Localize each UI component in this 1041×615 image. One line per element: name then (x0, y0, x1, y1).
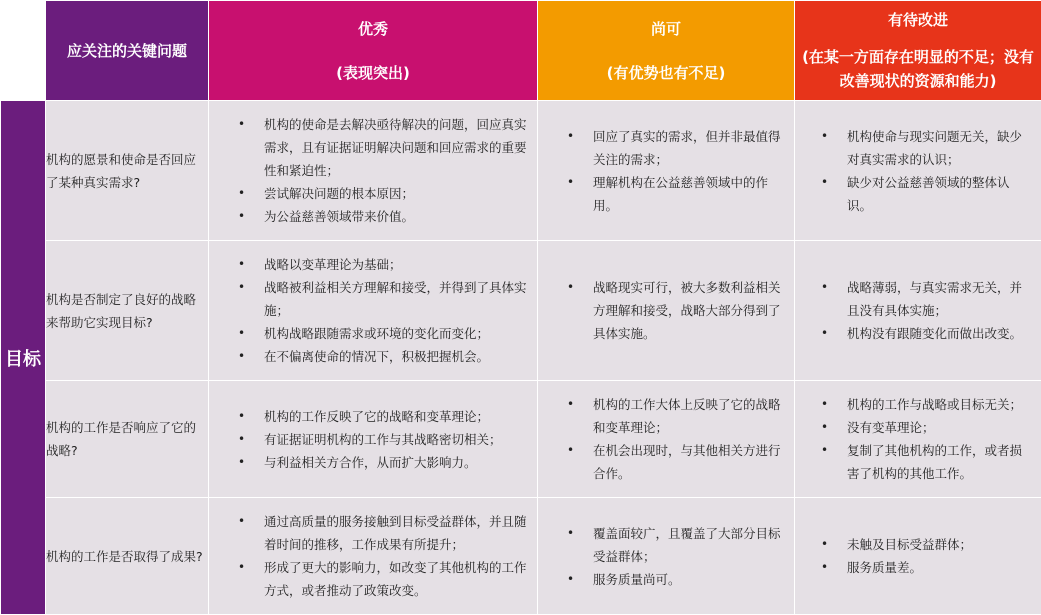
list-item: • 形成了更大的影响力，如改变了其他机构的工作方式，或者推动了政策改变。 (209, 556, 529, 602)
improve-title: 有待改进 (795, 9, 1041, 31)
table-row (1, 101, 1041, 241)
list-item: • 机构的工作反映了它的战略和变革理论； (209, 405, 529, 428)
acceptable-cell (538, 381, 795, 498)
acceptable-cell (538, 498, 795, 615)
list-item: • 机构战略跟随需求或环境的变化而变化； (209, 322, 529, 345)
header-blank-cell (1, 1, 46, 101)
list-item: • 机构的工作与战略或目标无关； (795, 393, 1033, 416)
improve-cell (795, 241, 1041, 381)
list-item: • 战略以变革理论为基础； (209, 253, 529, 276)
acceptable-title: 尚可 (538, 18, 794, 40)
excellent-cell (209, 101, 538, 241)
header-acceptable (538, 1, 795, 101)
list-item: • 服务质量差。 (795, 556, 1033, 579)
excellent-title: 优秀 (209, 18, 537, 40)
acceptable-subtitle: (有优势也有不足) (538, 62, 794, 84)
improve-cell (795, 101, 1041, 241)
list-item: • 缺少对公益慈善领域的整体认识。 (795, 171, 1033, 217)
list-item: • 战略薄弱，与真实需求无关，并且没有具体实施； (795, 276, 1033, 322)
list-item: • 机构的使命是去解决亟待解决的问题，回应真实需求，且有证据证明解决问题和回应需求的重要性和紧迫性； (209, 113, 529, 182)
header-key-question (46, 1, 209, 101)
acceptable-cell (538, 101, 795, 241)
question-cell: 机构的愿景和使命是否回应了某种真实需求? (46, 101, 209, 241)
list-item: • 回应了真实的需求，但并非最值得关注的需求； (538, 125, 786, 171)
question-cell: 机构的工作是否取得了成果? (46, 498, 209, 615)
header-improve (795, 1, 1041, 101)
improve-cell (795, 498, 1041, 615)
acceptable-cell (538, 241, 795, 381)
table-row (1, 381, 1041, 498)
list-item: • 复制了其他机构的工作，或者损害了机构的其他工作。 (795, 439, 1033, 485)
list-item: • 战略现实可行，被大多数利益相关方理解和接受，战略大部分得到了具体实施。 (538, 276, 786, 345)
excellent-cell (209, 241, 538, 381)
question-cell: 机构是否制定了良好的战略来帮助它实现目标? (46, 241, 209, 381)
list-item: • 理解机构在公益慈善领域中的作用。 (538, 171, 786, 217)
list-item: • 在不偏离使命的情况下，积极把握机会。 (209, 345, 529, 368)
excellent-cell (209, 498, 538, 615)
list-item: • 覆盖面较广，且覆盖了大部分目标受益群体； (538, 522, 786, 568)
list-item: • 为公益慈善领域带来价值。 (209, 205, 529, 228)
list-item: • 在机会出现时，与其他相关方进行合作。 (538, 439, 786, 485)
list-item: • 与利益相关方合作，从而扩大影响力。 (209, 451, 529, 474)
list-item: • 机构的工作大体上反映了它的战略和变革理论； (538, 393, 786, 439)
section-label: 目标 (1, 101, 46, 615)
improve-cell (795, 381, 1041, 498)
list-item: • 没有变革理论； (795, 416, 1033, 439)
list-item: • 战略被利益相关方理解和接受，并得到了具体实施； (209, 276, 529, 322)
table-row (1, 241, 1041, 381)
header-excellent (209, 1, 538, 101)
table-row (1, 498, 1041, 615)
excellent-subtitle: (表现突出) (209, 62, 537, 84)
list-item: • 通过高质量的服务接触到目标受益群体，并且随着时间的推移，工作成果有所提升； (209, 510, 529, 556)
list-item: • 服务质量尚可。 (538, 568, 786, 591)
excellent-cell (209, 381, 538, 498)
list-item: • 未触及目标受益群体； (795, 533, 1033, 556)
question-cell: 机构的工作是否响应了它的战略? (46, 381, 209, 498)
list-item: • 机构没有跟随变化而做出改变。 (795, 322, 1033, 345)
list-item: • 尝试解决问题的根本原因； (209, 182, 529, 205)
list-item: • 机构使命与现实问题无关，缺少对真实需求的认识； (795, 125, 1033, 171)
list-item: • 有证据证明机构的工作与其战略密切相关； (209, 428, 529, 451)
header-row (1, 1, 1041, 101)
improve-subtitle: (在某一方面存在明显的不足；没有改善现状的资源和能力) (795, 45, 1041, 93)
key-question-label: 应关注的关键问题 (46, 40, 208, 62)
